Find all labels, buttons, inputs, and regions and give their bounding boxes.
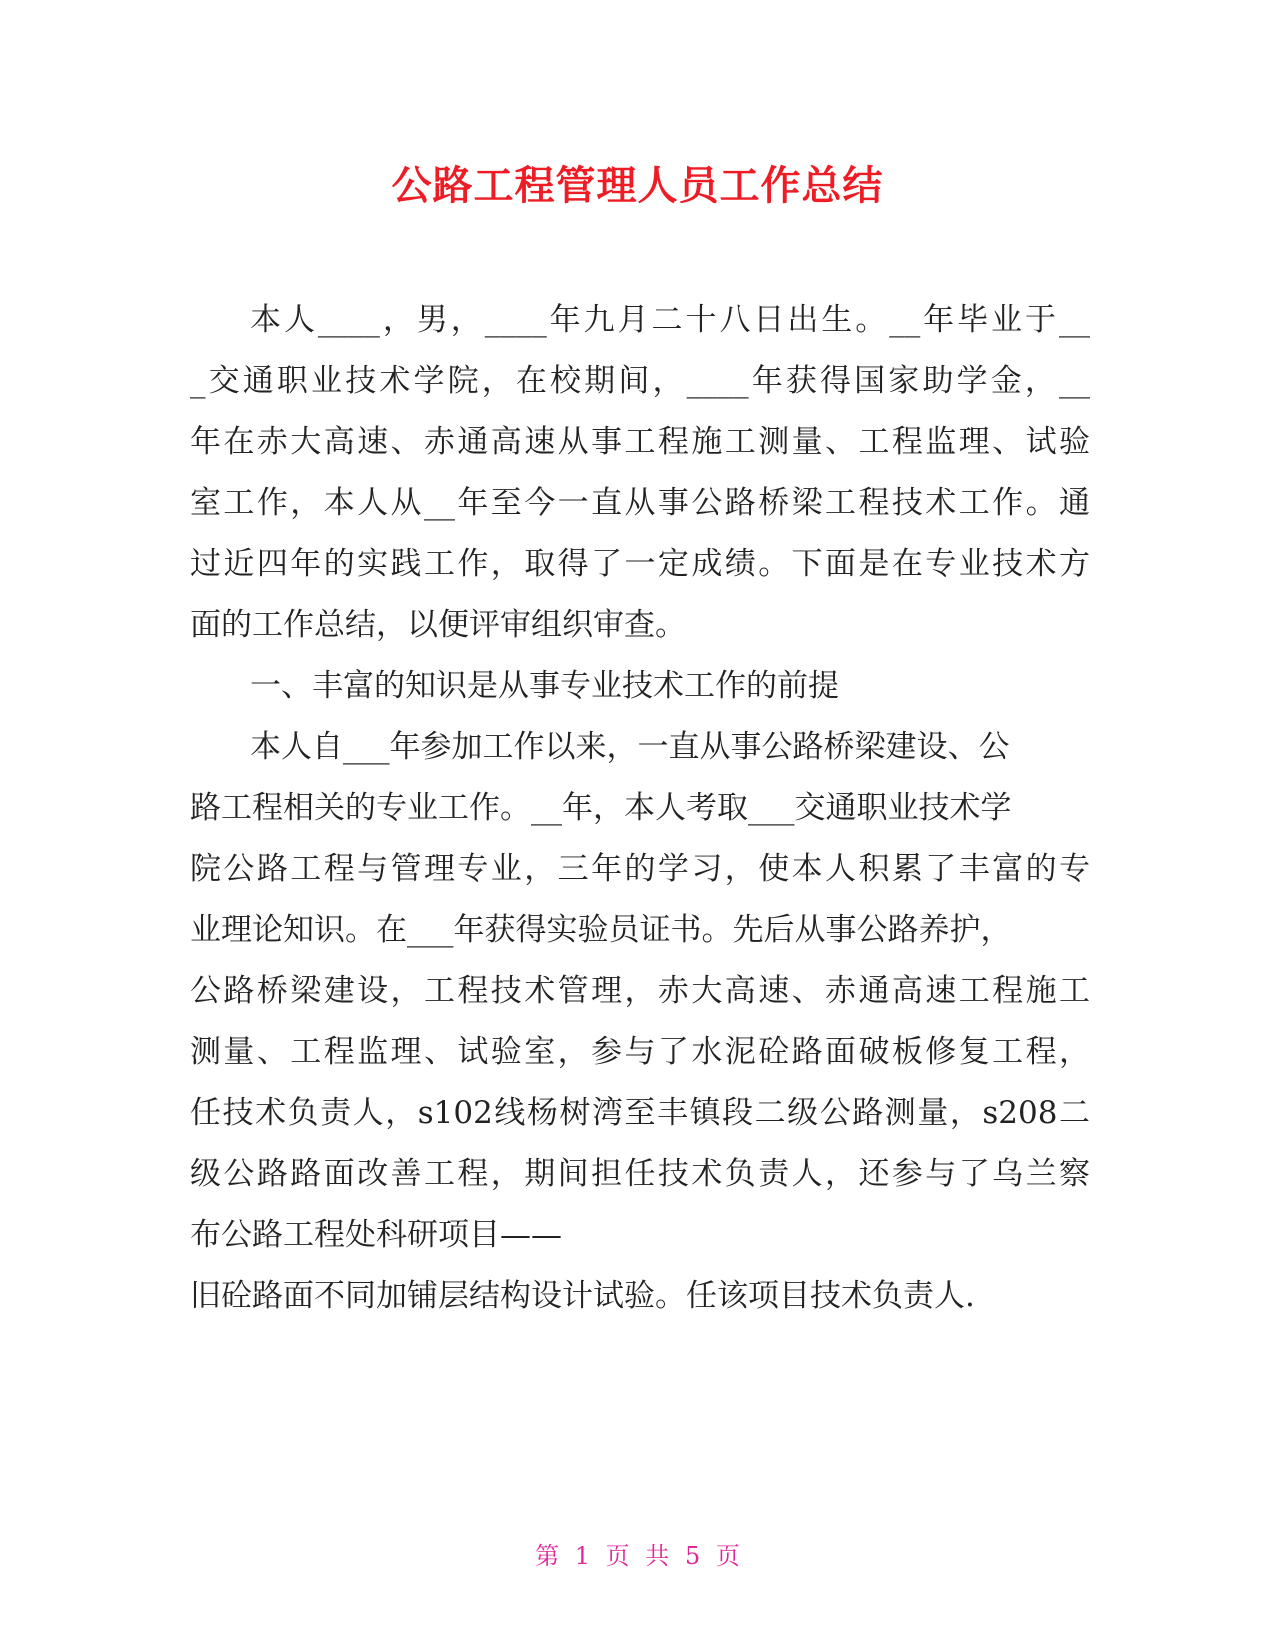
paragraph-line: 过近四年的实践工作，取得了一定成绩。下面是在专业技术方 (190, 546, 1090, 582)
paragraph-line: 级公路路面改善工程，期间担任技术负责人，还参与了乌兰察 (190, 1156, 1090, 1192)
paragraph-line: 测量、工程监理、试验室，参与了水泥砼路面破板修复工程， (190, 1034, 1090, 1070)
paragraph-line: 旧砼路面不同加铺层结构设计试验。任该项目技术负责人. (190, 1278, 975, 1314)
paragraph-line: 本人____，男，____年九月二十八日出生。__年毕业于__ (250, 302, 1090, 338)
paragraph-line: 年在赤大高速、赤通高速从事工程施工测量、工程监理、试验 (190, 424, 1090, 460)
page-number-footer: 第 1 页 共 5 页 (535, 1542, 740, 1570)
paragraph-line: 布公路工程处科研项目—— (190, 1217, 562, 1253)
paragraph-line: 公路桥梁建设，工程技术管理，赤大高速、赤通高速工程施工 (190, 973, 1090, 1009)
paragraph-line: 本人自___年参加工作以来，一直从事公路桥梁建设、公 (250, 729, 1010, 765)
paragraph-line: 室工作，本人从__年至今一直从事公路桥梁工程技术工作。通 (190, 485, 1090, 521)
paragraph-line: 业理论知识。在___年获得实验员证书。先后从事公路养护， (190, 912, 1012, 948)
paragraph-line: 面的工作总结，以便评审组织审查。 (190, 607, 686, 643)
document-title: 公路工程管理人员工作总结 (391, 163, 884, 209)
section-heading: 一、丰富的知识是从事专业技术工作的前提 (250, 668, 839, 704)
paragraph-line: 路工程相关的专业工作。__年，本人考取___交通职业技术学 (190, 790, 1012, 826)
paragraph-line: _交通职业技术学院，在校期间，____年获得国家助学金，__ (190, 363, 1090, 399)
paragraph-line: 院公路工程与管理专业，三年的学习，使本人积累了丰富的专 (190, 851, 1090, 887)
paragraph-line: 任技术负责人，s102线杨树湾至丰镇段二级公路测量，s208二 (190, 1095, 1090, 1131)
